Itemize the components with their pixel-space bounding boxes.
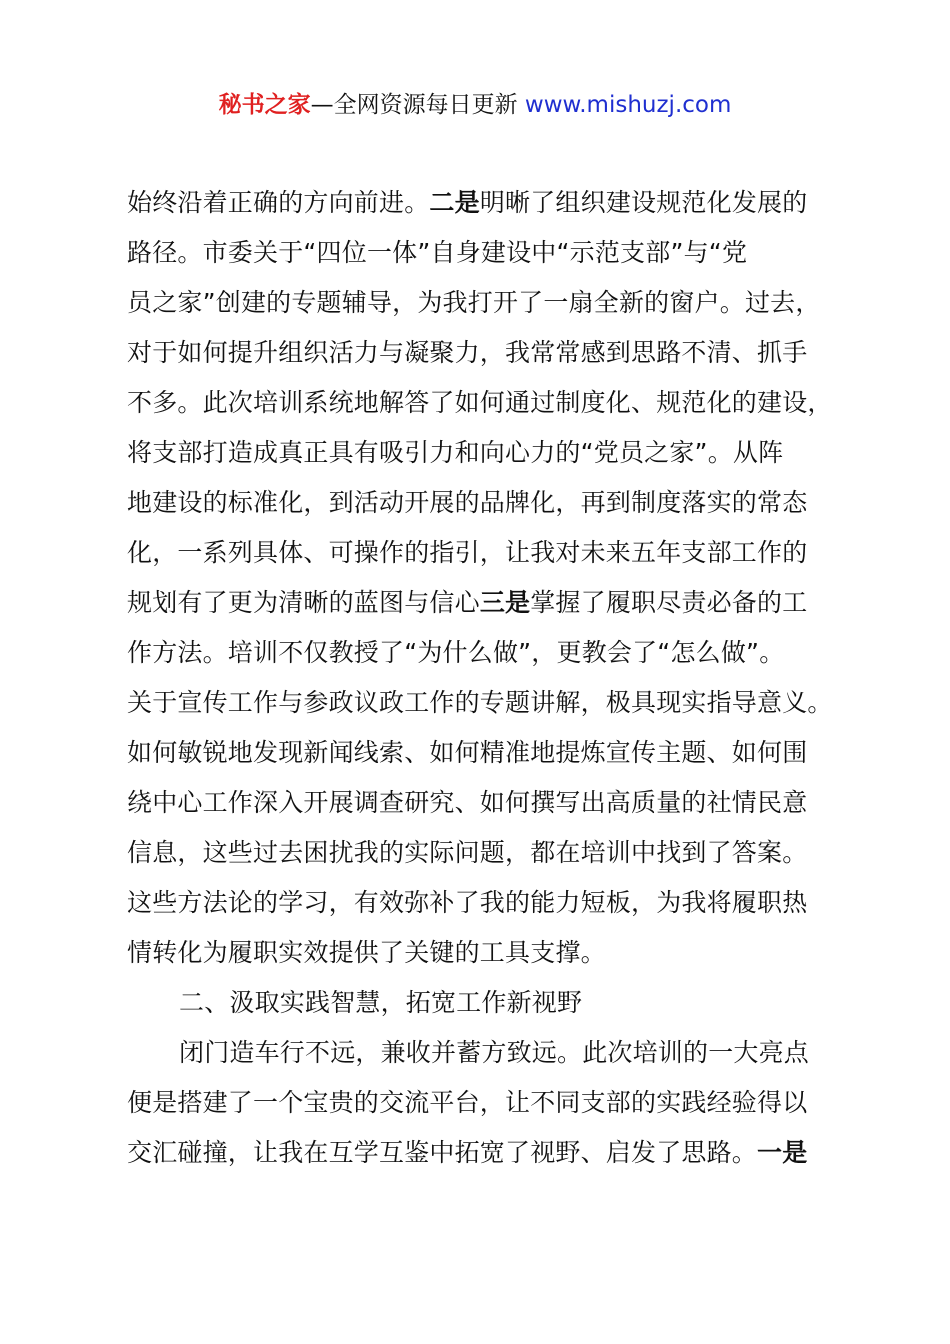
text-line: 路径。市委关于“四位一体”自身建设中“示范支部”与“党 — [127, 238, 748, 267]
text-line: 绕中心工作深入开展调查研究、如何撰写出高质量的社情民意 — [127, 788, 808, 817]
text-line: 化，一系列具体、可操作的指引，让我对未来五年支部工作的 — [127, 538, 808, 567]
text-line: 这些方法论的学习，有效弥补了我的能力短板，为我将履职热 — [127, 888, 808, 917]
document-body — [127, 178, 842, 1178]
text-line: 关于宣传工作与参政议政工作的专题讲解，极具现实指导意义。 — [127, 688, 833, 717]
site-url-link[interactable]: www.mishuzj.com — [524, 92, 732, 118]
text-line: 作方法。培训不仅教授了“为什么做”，更教会了“怎么做”。 — [127, 638, 785, 667]
text-line: 信息，这些过去困扰我的实际问题，都在培训中找到了答案。 — [127, 838, 808, 867]
text-line: 员之家”创建的专题辅导，为我打开了一扇全新的窗户。过去， — [127, 288, 821, 317]
bold-marker: 三是 — [479, 588, 531, 617]
header-tagline: —全网资源每日更新 — [310, 92, 525, 118]
section-heading: 二、汲取实践智慧，拓宽工作新视野 — [179, 988, 583, 1017]
bold-marker: 一是 — [757, 1138, 808, 1167]
text-line: 对于如何提升组织活力与凝聚力，我常常感到思路不清、抓手 — [127, 338, 808, 367]
brand-name: 秘书之家 — [218, 92, 311, 118]
text-line — [127, 578, 842, 628]
text-line — [127, 178, 842, 228]
text-line: 不多。此次培训系统地解答了如何通过制度化、规范化的建设， — [127, 388, 833, 417]
text-line: 将支部打造成真正具有吸引力和向心力的“党员之家”。从阵 — [127, 438, 784, 467]
text-line: 闭门造车行不远，兼收并蓄方致远。此次培训的一大亮点 — [179, 1038, 810, 1067]
bold-marker: 二是 — [429, 188, 480, 217]
site-header — [0, 88, 950, 122]
text-span: 交汇碰撞，让我在互学互鉴中拓宽了视野、启发了思路。 — [127, 1138, 758, 1167]
text-line: 如何敏锐地发现新闻线索、如何精准地提炼宣传主题、如何围 — [127, 738, 808, 767]
text-span: 掌握了履职尽责必备的工 — [530, 588, 808, 617]
text-line — [127, 1128, 842, 1178]
text-span: 明晰了组织建设规范化发展的 — [479, 188, 808, 217]
text-line: 便是搭建了一个宝贵的交流平台，让不同支部的实践经验得以 — [127, 1088, 808, 1117]
text-line: 情转化为履职实效提供了关键的工具支撑。 — [127, 938, 606, 967]
text-span: 始终沿着正确的方向前进。 — [127, 188, 430, 217]
text-line: 地建设的标准化，到活动开展的品牌化，再到制度落实的常态 — [127, 488, 808, 517]
text-span: 规划有了更为清晰的蓝图与信心 — [127, 588, 480, 617]
